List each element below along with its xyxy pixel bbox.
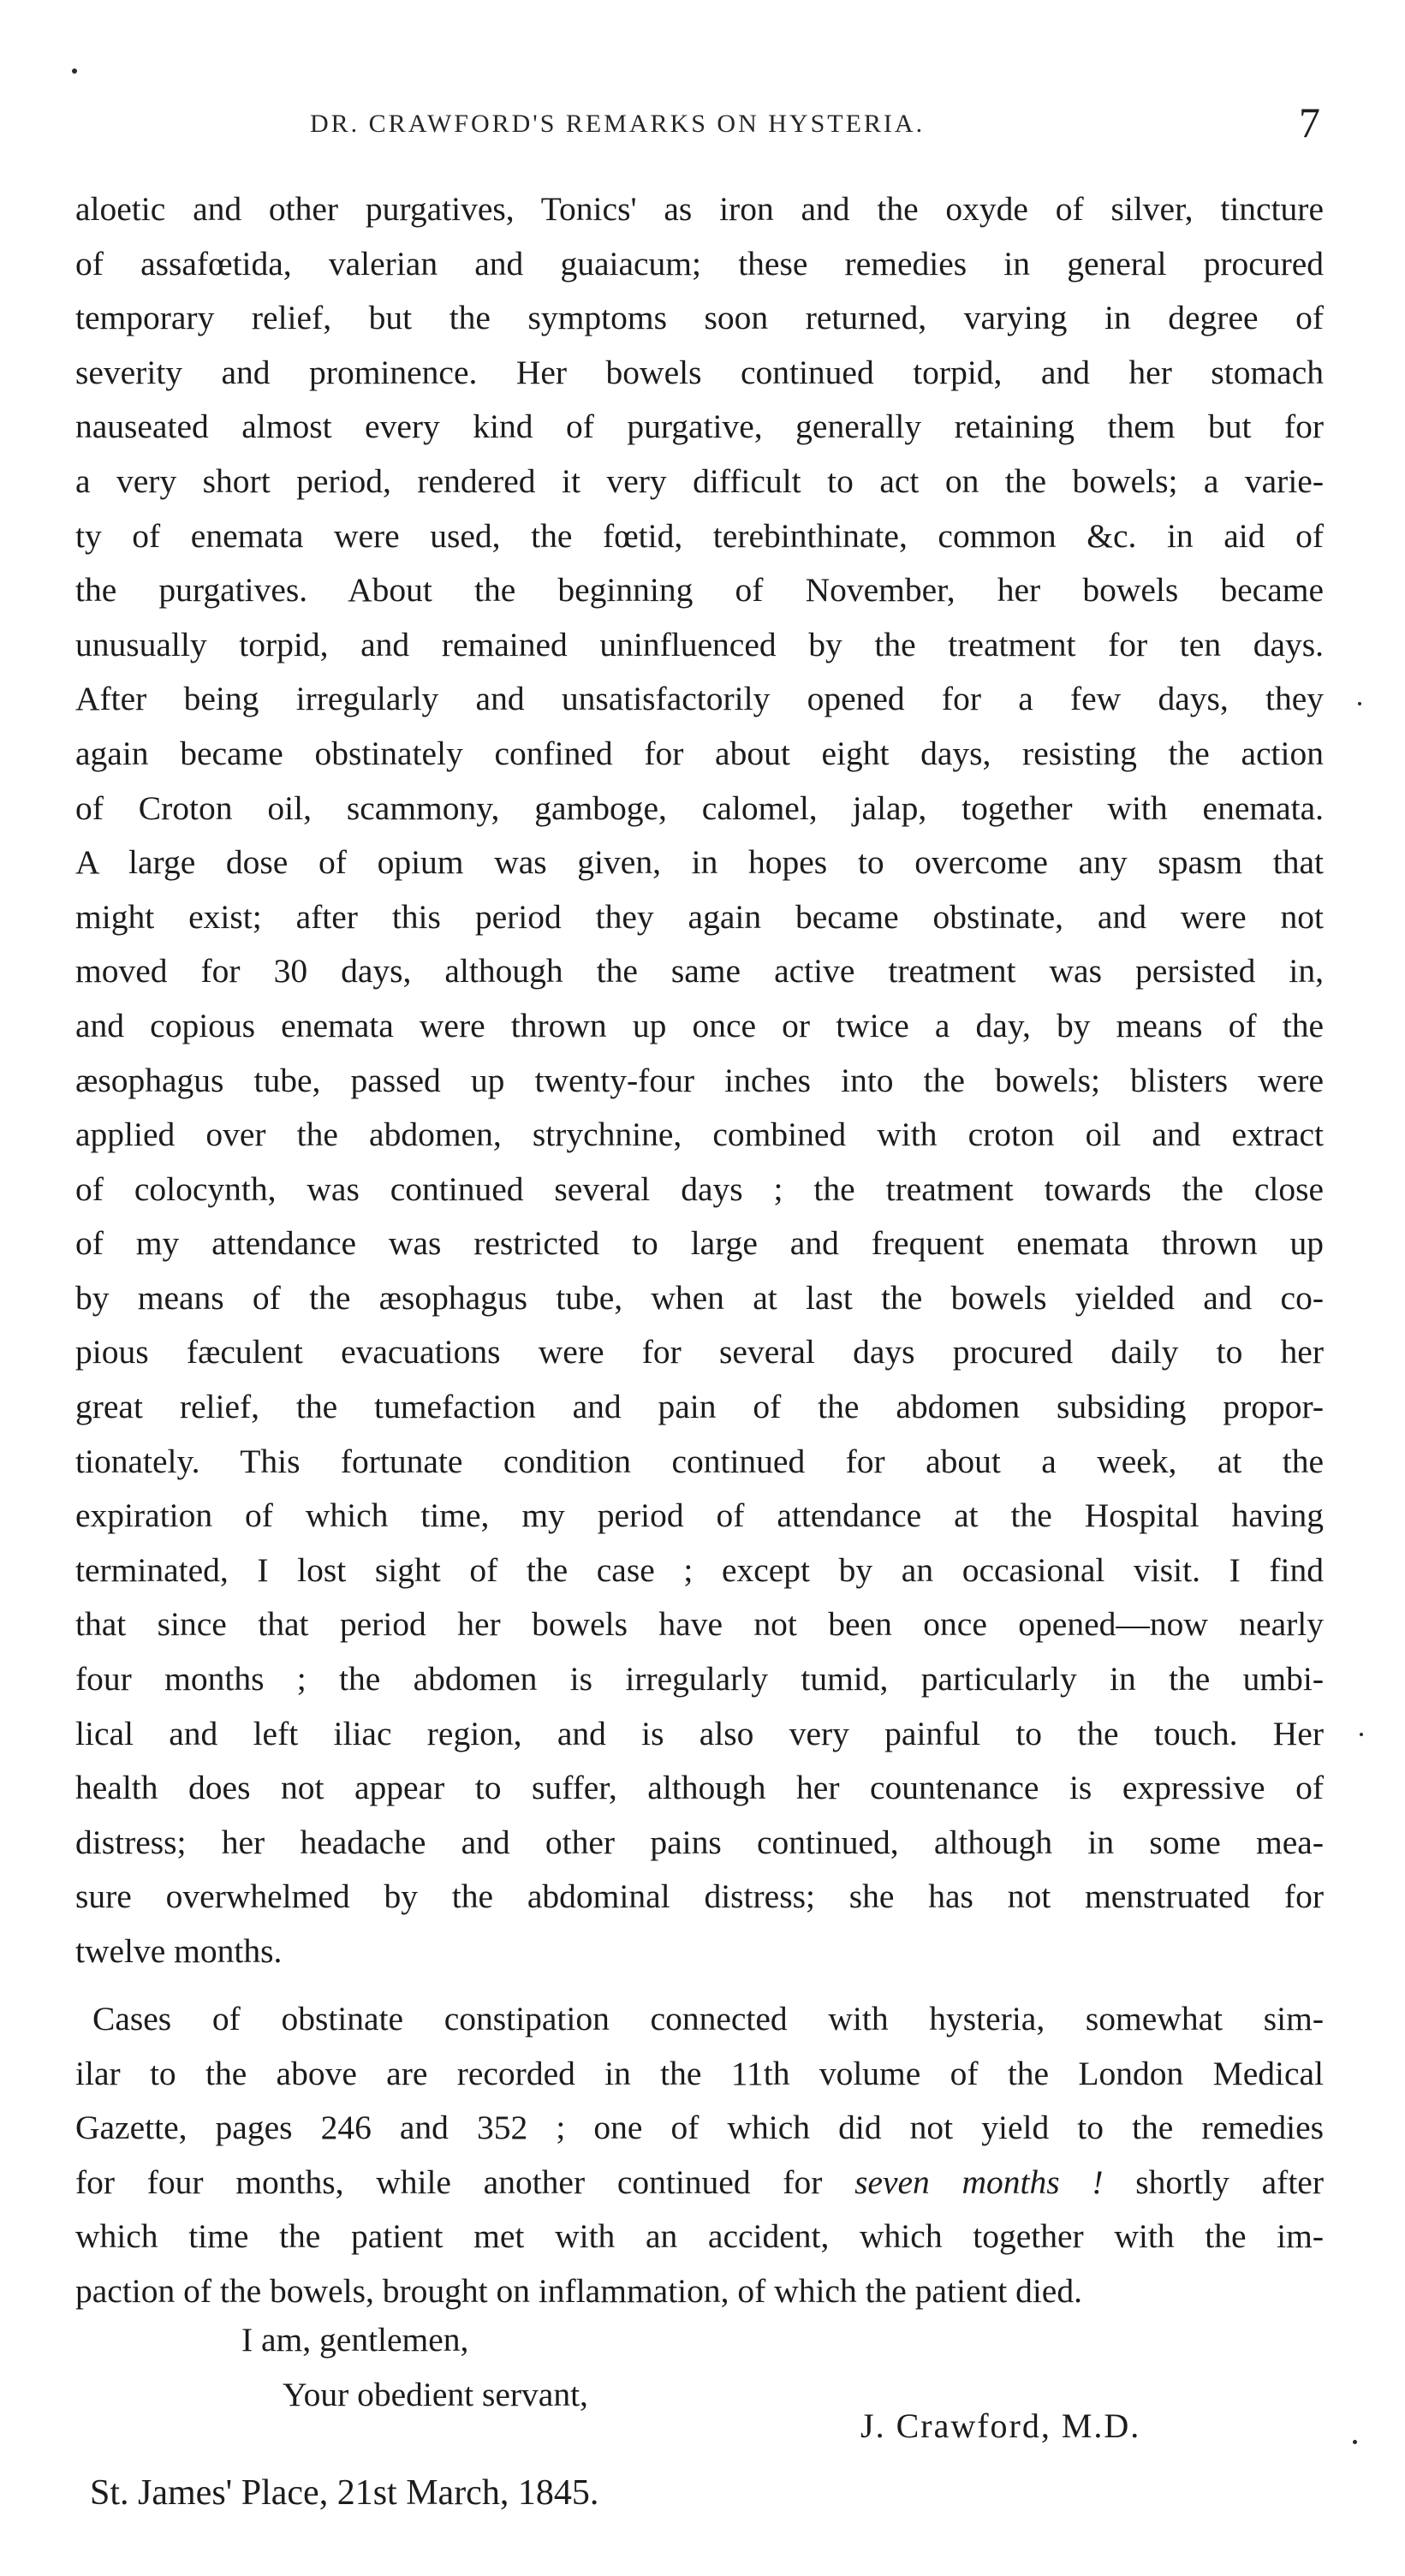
text-line: nauseated almost every kind of purgative, generally retaining them but for	[75, 408, 1324, 446]
text-line-with-emphasis	[75, 2156, 1324, 2210]
closing-valediction: Your obedient servant,	[283, 2376, 588, 2413]
text-line: After being irregularly and unsatisfactorily opened for a few days, they	[75, 680, 1324, 718]
text-line: pious fæculent evacuations were for several days procured daily to her	[75, 1333, 1324, 1371]
text-line: moved for 30 days, although the same active treatment was persisted in,	[75, 952, 1324, 991]
text-line: health does not appear to suffer, although her countenance is expressive of	[75, 1769, 1324, 1807]
text-line: that since that period her bowels have not been once opened—now nearly	[75, 1605, 1324, 1644]
text-line: aloetic and other purgatives, Tonics' as iron and the oxyde of silver, tincture	[75, 190, 1324, 228]
text-line: A large dose of opium was given, in hopes to overcome any spasm that	[75, 843, 1324, 882]
closing-salutation: I am, gentlemen,	[241, 2321, 469, 2359]
text-line: applied over the abdomen, strychnine, combined with croton oil and extract	[75, 1115, 1324, 1154]
text-line: temporary relief, but the symptoms soon returned, varying in degree of	[75, 299, 1324, 337]
text-line: again became obstinately confined for about eight days, resisting the action	[75, 734, 1324, 772]
text-line: of Croton oil, scammony, gamboge, calomel, jalap, together with enemata.	[75, 788, 1324, 827]
ink-speck	[1353, 2440, 1357, 2444]
ink-speck	[72, 68, 77, 74]
text-line: æsophagus tube, passed up twenty-four inches into the bowels; blisters were	[75, 1061, 1324, 1099]
text-line: severity and prominence. Her bowels continued torpid, and her stomach	[75, 353, 1324, 391]
paragraph-case-report	[75, 182, 1324, 1979]
page-number: 7	[1299, 98, 1320, 146]
text-line: ty of enemata were used, the fœtid, terebinthinate, common &c. in aid of	[75, 516, 1324, 555]
text-line: of assafœtida, valerian and guaiacum; these remedies in general procured	[75, 244, 1324, 283]
text-line: a very short period, rendered it very difficult to act on the bowels; a varie-	[75, 461, 1324, 500]
text-line: sure overwhelmed by the abdominal distress; she has not menstruated for	[75, 1877, 1324, 1916]
text-line: tionately. This fortunate condition continued for about a week, at the	[75, 1442, 1324, 1480]
text-line: four months ; the abdomen is irregularly tumid, particularly in the umbi-	[75, 1660, 1324, 1698]
text-line: the purgatives. About the beginning of November, her bowels became	[75, 571, 1324, 610]
running-title: DR. CRAWFORD'S REMARKS ON HYSTERIA.	[310, 110, 926, 138]
page-header	[310, 98, 1320, 154]
paragraph-similar-cases	[75, 1992, 1324, 2319]
text-line: terminated, I lost sight of the case ; except by an occasional visit. I find	[75, 1550, 1324, 1589]
text-line: which time the patient met with an accident, which together with the im-	[75, 2217, 1324, 2256]
text-line: twelve months.	[75, 1932, 283, 1970]
text-line: and copious enemata were thrown up once or twice a day, by means of the	[75, 1006, 1324, 1044]
text-line: might exist; after this period they again became obstinate, and were not	[75, 897, 1324, 936]
text-line: Cases of obstinate constipation connected with hysteria, somewhat sim-	[92, 2000, 1324, 2038]
text-line: paction of the bowels, brought on inflammation, of which the patient died.	[75, 2271, 1082, 2310]
text-line: distress; her headache and other pains continued, although in some mea-	[75, 1823, 1324, 1861]
text-segment: for four months, while another continued for	[75, 2163, 855, 2201]
text-line: unusually torpid, and remained uninfluenced by the treatment for ten days.	[75, 625, 1324, 663]
text-line: expiration of which time, my period of attendance at the Hospital having	[75, 1496, 1324, 1535]
text-line: lical and left iliac region, and is also very painful to the touch. Her	[75, 1714, 1324, 1752]
text-segment: shortly after	[1103, 2163, 1324, 2201]
text-line: by means of the æsophagus tube, when at last the bowels yielded and co-	[75, 1278, 1324, 1317]
emphasis-seven-months: seven months !	[854, 2163, 1104, 2201]
ink-speck	[1360, 1733, 1363, 1736]
text-line: great relief, the tumefaction and pain of the abdomen subsiding propor-	[75, 1388, 1324, 1426]
dateline: St. James' Place, 21st March, 1845.	[90, 2473, 599, 2513]
ink-speck	[1358, 702, 1361, 705]
text-line: of colocynth, was continued several days ; the treatment towards the close	[75, 1169, 1324, 1208]
author-signature: J. Crawford, M.D.	[860, 2406, 1141, 2445]
text-line: Gazette, pages 246 and 352 ; one of which did not yield to the remedies	[75, 2109, 1324, 2147]
text-line: ilar to the above are recorded in the 11th volume of the London Medical	[75, 2054, 1324, 2092]
text-line: of my attendance was restricted to large and frequent enemata thrown up	[75, 1224, 1324, 1263]
